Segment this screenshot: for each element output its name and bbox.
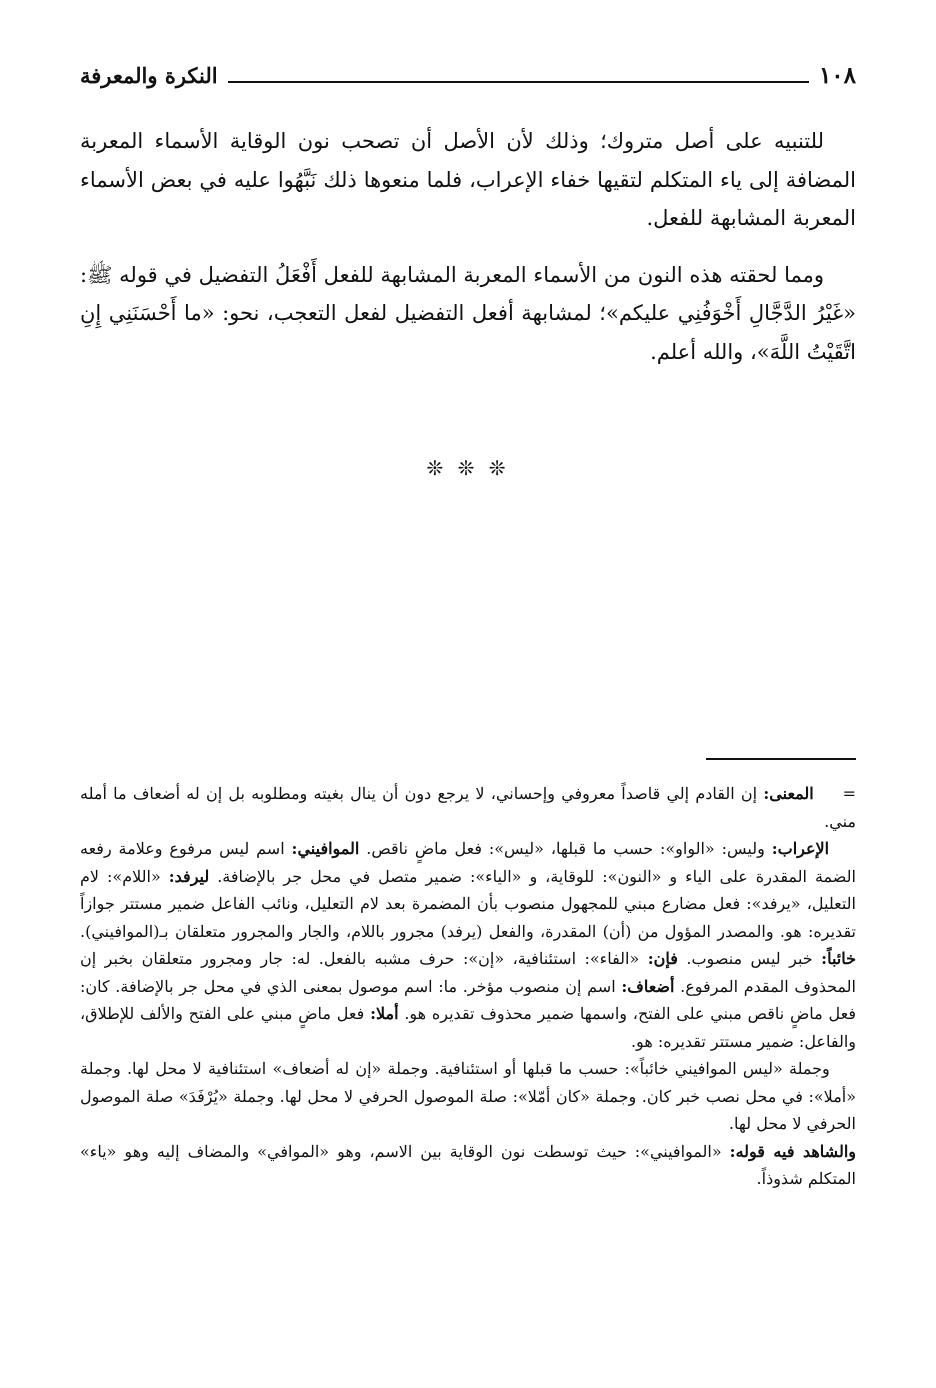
irab-term-adaf: أضعاف: xyxy=(621,976,675,996)
section-separator: ❊ ❊ ❊ xyxy=(426,456,510,480)
irab-text-5: «الفاء»: استئنافية، «إن»: حرف مشبه بالفعل. له: جار ومجرور متعلقان بخبر إن المحذوف المقدم المرفوع. xyxy=(80,949,856,996)
footnotes xyxy=(80,780,856,1193)
irab-text-4: خبر ليس منصوب. xyxy=(686,949,813,968)
main-paragraph-1: للتنبيه على أصل متروك؛ وذلك لأن الأصل أن تصحب نون الوقاية الأسماء المعربة المضافة إلى ياء المتكلم لتقيها خفاء الإعراب، فلما منعوها ذلك نَبَّهُوا عليه في بعض الأسماء المعربة المشابهة للفعل. xyxy=(80,129,856,230)
continuation-mark: = xyxy=(842,784,856,803)
irab-term-amala: أملا: xyxy=(370,1004,399,1023)
irab-label: الإعراب: xyxy=(771,839,830,858)
irab-term-khaiban: خائباً: xyxy=(821,949,856,968)
main-text xyxy=(80,122,856,371)
irab-text-6: اسم إن منصوب مؤخر. ما: اسم موصول بمعنى الذي في محل جر بالإضافة. كان: فعل ماضٍ ناقص مبني على الفتح، واسمها ضمير محذوف تقديره هو. xyxy=(80,976,856,1023)
irab-term-yarfid: ليرفد: xyxy=(168,866,210,886)
irab-term-fainna: فإن: xyxy=(647,949,678,968)
irab-text-1: وليس: «الواو»: حسب ما قبلها، «ليس»: فعل ماضٍ ناقص. xyxy=(366,839,765,858)
footnote-rule xyxy=(706,758,856,760)
page-header xyxy=(80,58,856,92)
footnote-shahid xyxy=(80,1138,856,1193)
footnote-irab xyxy=(80,835,856,1055)
irab-term-muwafini: الموافيني: xyxy=(291,839,360,858)
header-rule xyxy=(228,81,809,83)
irab-text-3: «اللام»: لام التعليل، «يرفد»: فعل مضارع مبني للمجهول منصوب بأن المضمرة بعد لام التعليل، ونائب الفاعل ضمير مستتر جوازاً تقديره: هو. والمصدر المؤول من (أن) المقدرة، والفعل (يرفد) مجرور باللام، والجار والمجرور متعلقان بـ(الموافيني). xyxy=(80,866,856,941)
main-paragraph-2: ومما لحقته هذه النون من الأسماء المعربة المشابهة للفعل أَفْعَلُ التفضيل في قوله ﷺ: «غَيْرُ الدَّجَّالِ أَخْوَفُنِي عليكم»؛ لمشابهة أفعل التفضيل لفعل التعجب، نحو: «ما أَحْسَنَنِي إِنِ اتَّقَيْتُ اللَّهَ»، والله أعلم. xyxy=(80,262,856,364)
page-number: ١٠٨ xyxy=(818,61,856,89)
irab-text-7: فعل ماضٍ مبني على الفتح والألف للإطلاق، والفاعل: ضمير مستتر تقديره: هو. xyxy=(80,1004,856,1051)
meaning-text: إن القادم إلي قاصداً معروفي وإحساني، لا يرجع دون أن ينال بغيته ومطلوبه بل إن له أضعاف ما أمله مني. xyxy=(80,784,856,831)
footnote-jumla xyxy=(80,1055,856,1138)
jumla-text: وجملة «ليس الموافيني خائباً»: حسب ما قبلها أو استئنافية. وجملة «إن له أضعاف» استئنافية لا محل لها. وجملة «أملا»: في محل نصب خبر كان. وجملة «كان أمّلا»: صلة الموصول الحرفي لا محل لها. وجملة «يُرْفَدَ» صلة الموصول الحرفي لا محل لها. xyxy=(80,1059,856,1133)
running-title: النكرة والمعرفة xyxy=(80,62,218,88)
meaning-label: المعنى: xyxy=(763,784,814,803)
shahid-label: والشاهد فيه قوله: xyxy=(729,1141,857,1161)
irab-text-2: اسم ليس مرفوع وعلامة رفعه الضمة المقدرة على الياء و «النون»: للوقاية، و «الياء»: ضمير متصل في محل جر بالإضافة. xyxy=(80,839,856,886)
shahid-text: «الموافيني»: حيث توسطت نون الوقاية بين الاسم، وهو «الموافي» والمضاف إليه وهو «ياء» المتكلم شذوذاً. xyxy=(80,1141,856,1188)
footnote-meaning xyxy=(80,780,856,835)
